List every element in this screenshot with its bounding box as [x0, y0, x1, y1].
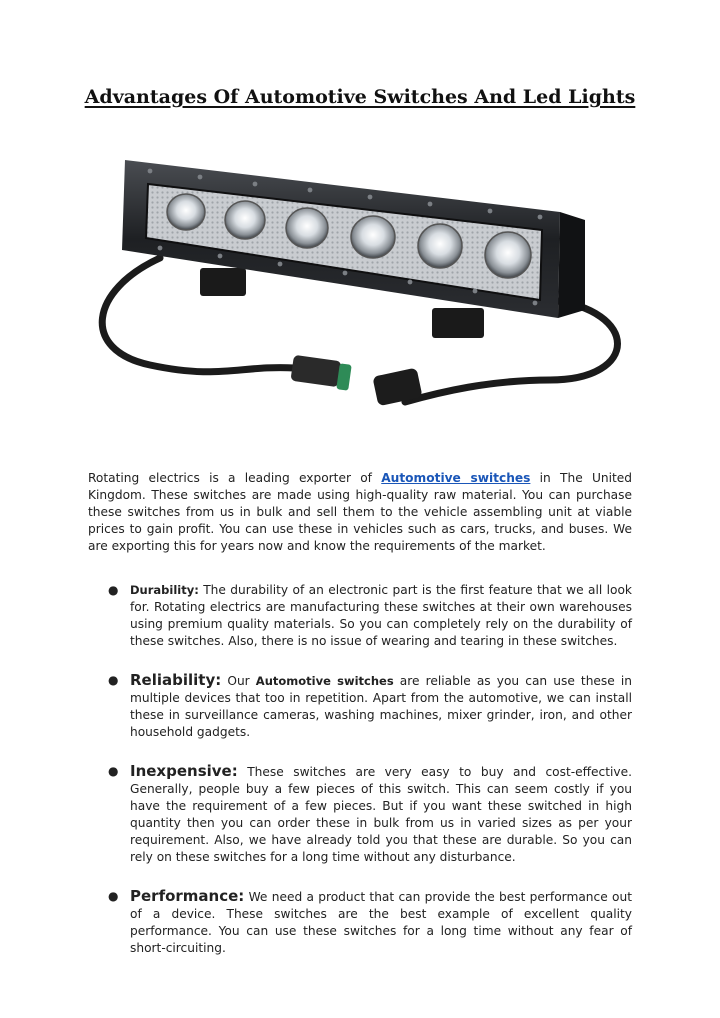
led-light-bar-image — [80, 140, 640, 460]
intro-paragraph: Rotating electrics is a leading exporter of Automotive switches in The United Kingdom. These switches are made using high-quality raw material. You can purchase these switches from us in bulk and sell them to the vehicle assembling unit at viable prices to gain profit. You can use these in vehicles such as cars, trucks, and buses. We are exporting this for years now and know the requirements of the market. — [88, 471, 632, 553]
bullet-icon: ● — [108, 673, 119, 687]
bullet-icon: ● — [108, 764, 119, 778]
bullet-text: The durability of an electronic part is the first feature that we all look for. Rotating electrics are manufacturing these switches at their own warehouses using premium quality materials. So you can completely rely on the durability of these switches. Also, there is no issue of wearing and tearing in these switches. — [130, 583, 632, 648]
bullet-heading: Inexpensive: — [130, 762, 238, 780]
automotive-switches-link[interactable]: Automotive switches — [381, 471, 531, 485]
bullet-heading: Reliability: — [130, 671, 222, 689]
bullet-text: are reliable as you can use these in multiple devices that too in repetition. Apart from the automotive, we can install these in surveillance cameras, washing machines, mixer grinder, iron, and other household gadgets. — [130, 674, 632, 739]
list-item-inexpensive — [88, 763, 632, 866]
bullet-icon: ● — [108, 889, 119, 903]
bullet-icon: ● — [108, 583, 119, 597]
list-item-reliability: ● Reliability: Our Automotive switches are reliable as you can use these in multiple devices that too in repetition. Apart from the automotive, we can install these in surveillance cameras, washing machines, mixer grinder, iron, and other household gadgets. — [108, 671, 632, 739]
bullet-keyword: Automotive switches — [255, 674, 394, 688]
list-item-performance — [88, 888, 632, 957]
page-title: Advantages Of Automotive Switches And Led Lights — [84, 86, 636, 108]
list-item-durability — [88, 582, 632, 650]
bullet-text: These switches are very easy to buy and cost-effective. Generally, people buy a few pieces of this switch. This can seem costly if you have the requirement of a few pieces. But if you want these switched in high quantity then you can order these in bulk from us in varied sizes as per your requirement. Also, we have already told you that these are durable. So you can rely on these switches for a long time without any disturbance. — [130, 765, 632, 864]
bullet-heading: Performance: — [130, 887, 245, 905]
bullet-text: We need a product that can provide the best performance out of a device. These switches are the best example of excellent quality performance. You can use these switches for a long time without any fear of short-circuiting. — [130, 890, 632, 955]
advantages-list — [88, 582, 632, 979]
bullet-heading: Durability: — [130, 583, 199, 597]
